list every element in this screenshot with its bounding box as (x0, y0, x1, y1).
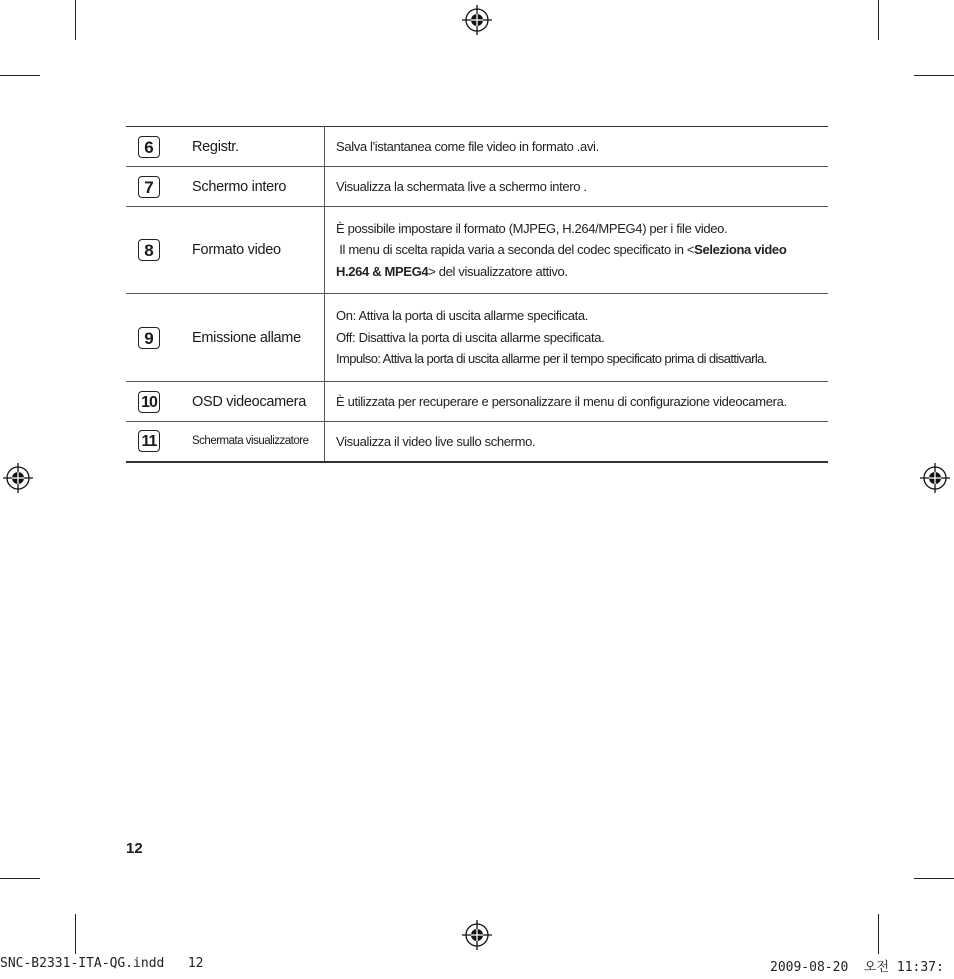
item-number-badge: 7 (138, 176, 160, 198)
description-line: Il menu di scelta rapida varia a seconda del codec specificato in <Seleziona video (336, 242, 787, 258)
registration-mark-icon (920, 463, 950, 493)
print-slug-filename: SNC-B2331-ITA-QG.indd 12 (0, 956, 204, 971)
description-line: Impulso: Attiva la porta di uscita allarme per il tempo specificato prima di disattivarla. (336, 351, 767, 367)
item-name: Emissione allame (182, 294, 325, 382)
table-row (126, 207, 828, 294)
description-line: È possibile impostare il formato (MJPEG, H.264/MPEG4) per i file video. (336, 220, 728, 236)
menu-reference: Seleziona video (694, 242, 787, 258)
item-name: Schermo intero (182, 167, 325, 207)
table-row (126, 422, 828, 462)
item-number-badge: 11 (138, 430, 160, 452)
table-row (126, 382, 828, 422)
crop-mark (75, 0, 76, 40)
item-name: OSD videocamera (182, 382, 325, 422)
table-row (126, 294, 828, 382)
description-line: H.264 & MPEG4> del visualizzatore attivo. (336, 263, 568, 279)
table-row (126, 127, 828, 167)
feature-table (126, 126, 828, 463)
crop-mark (0, 75, 40, 76)
table-row (126, 167, 828, 207)
item-number-badge: 6 (138, 136, 160, 158)
registration-mark-icon (3, 463, 33, 493)
page-number: 12 (126, 840, 143, 857)
crop-mark (0, 878, 40, 879)
item-description: Salva l'istantanea come file video in formato .avi. (325, 127, 829, 167)
item-name: Registr. (182, 127, 325, 167)
item-description: Visualizza la schermata live a schermo intero . (325, 167, 829, 207)
description-line: Off: Disattiva la porta di uscita allarme specificata. (336, 329, 605, 345)
crop-mark (75, 914, 76, 954)
menu-reference: H.264 & MPEG4 (336, 263, 429, 279)
item-name: Schermata visualizzatore (182, 422, 325, 462)
registration-mark-icon (462, 5, 492, 35)
item-number-badge: 8 (138, 239, 160, 261)
description-line: On: Attiva la porta di uscita allarme specificata. (336, 308, 589, 324)
item-number-badge: 9 (138, 327, 160, 349)
item-name: Formato video (182, 207, 325, 294)
crop-mark (914, 75, 954, 76)
item-description: Visualizza il video live sullo schermo. (336, 433, 536, 449)
registration-mark-icon (462, 920, 492, 950)
item-description (325, 294, 829, 382)
crop-mark (878, 0, 879, 40)
item-description: È utilizzata per recuperare e personalizzare il menu di configurazione videocamera. (325, 382, 829, 422)
item-number-badge: 10 (138, 391, 160, 413)
print-slug-timestamp: 2009-08-20 오전 11:37: (770, 960, 944, 975)
crop-mark (878, 914, 879, 954)
item-description (325, 207, 829, 294)
crop-mark (914, 878, 954, 879)
